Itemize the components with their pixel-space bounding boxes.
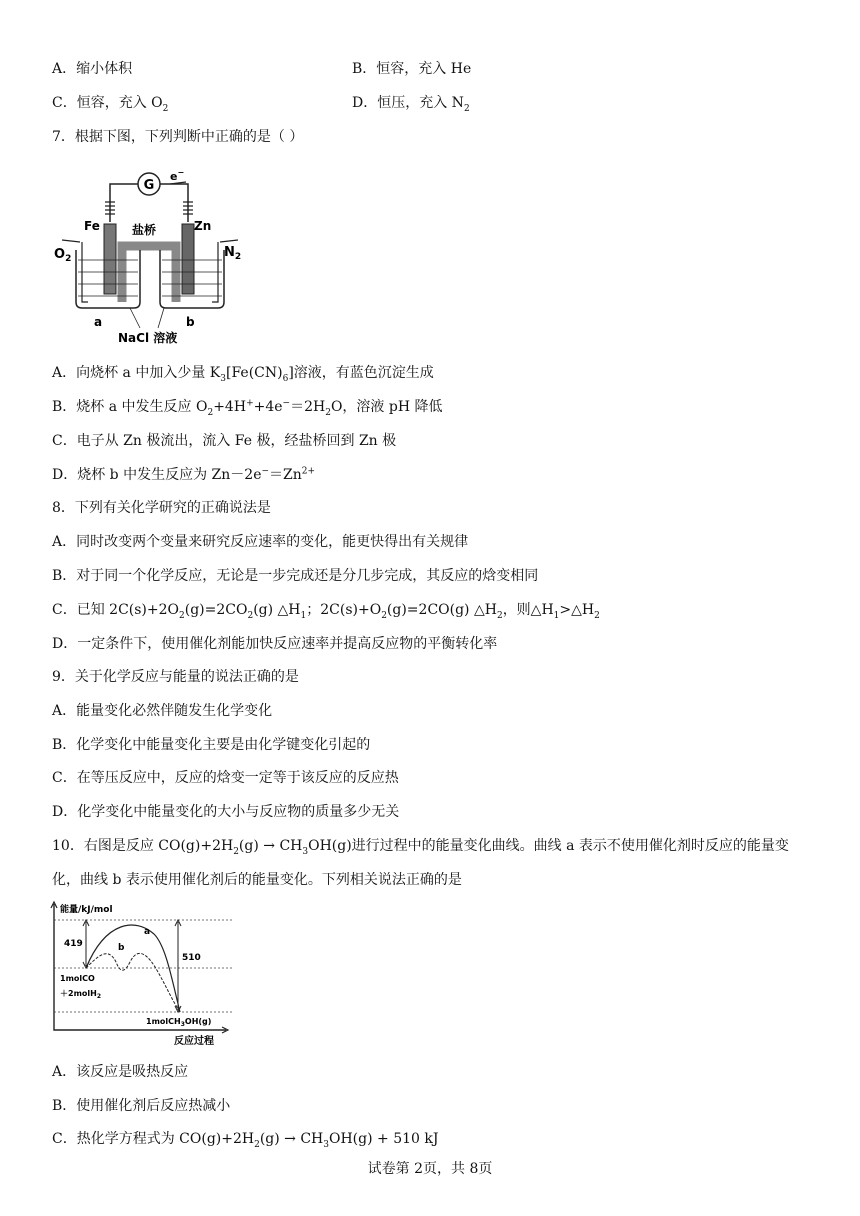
q7-option-a: A．向烧杯 a 中加入少量 $K_3[Fe(CN)_6]$溶液，有蓝色沉淀生成 — [52, 365, 434, 384]
beaker-a-label: a — [94, 315, 103, 329]
fe-electrode-label: Fe — [84, 219, 100, 233]
energy-axis-label: 能量/kJ/mol — [60, 905, 113, 915]
q7-option-b: B．烧杯 a 中发生反应 $O_2+4H^++4e^-=2H_2O$，溶液 pH 降低 — [52, 398, 443, 418]
q9-option-a: A．能量变化必然伴随发生化学变化 — [52, 703, 273, 719]
q8-option-b: B．对于同一个化学反应，无论是一步完成还是分几步完成，其反应的焓变相同 — [52, 568, 539, 584]
q6-option-b: B．恒容，充入 He — [352, 61, 472, 77]
q6-option-c: C．恒容，充入 $O_2$ — [52, 95, 169, 114]
nacl-solution-label: NaCl 溶液 — [118, 331, 178, 345]
q8-option-a: A．同时改变两个变量来研究反应速率的变化，能更快得出有关规律 — [52, 534, 469, 550]
q7-stem: 7．根据下图，下列判断中正确的是（ ） — [52, 129, 304, 145]
zn-electrode — [182, 224, 194, 294]
curve-b — [86, 953, 180, 1012]
q10-stem-line2: 化，曲线 b 表示使用催化剂后的能量变化。下列相关说法正确的是 — [52, 872, 462, 888]
reactant-label-2: ＋2molH$_2$ — [60, 989, 102, 1000]
q10-option-c: C．热化学方程式为 $CO(g)+2H_2(g) \to CH_3OH(g) + 510$ kJ — [52, 1131, 439, 1150]
q7-option-d: D．烧杯 b 中发生反应为 $Zn-2e^-=Zn^{2+}$ — [52, 466, 316, 483]
fe-electrode — [104, 224, 116, 294]
q8-option-c: C．已知 $2C(s)+2O_2(g)=2CO_2(g)$ $\triangle H_1$；$2C(s)+O_2(g)=2CO(g)$ $\triangle H_2$，则$\triangle H_1>\triangle H_2$ — [52, 602, 600, 621]
q8-stem: 8．下列有关化学研究的正确说法是 — [52, 500, 271, 516]
salt-bridge-label: 盐桥 — [132, 223, 157, 237]
curve-b-label: b — [118, 943, 125, 953]
q6-option-d: D．恒压，充入 $N_2$ — [352, 95, 470, 114]
reaction-coordinate-label: 反应过程 — [174, 1036, 214, 1047]
q8-option-d: D．一定条件下，使用催化剂能加快反应速率并提高反应物的平衡转化率 — [52, 636, 498, 652]
curve-a-label: a — [144, 927, 151, 937]
salt-bridge — [122, 246, 176, 302]
q10-energy-diagram — [46, 900, 236, 1048]
beaker-b-label: b — [186, 315, 195, 329]
q10-option-b: B．使用催化剂后反应热减小 — [52, 1098, 231, 1114]
q9-option-d: D．化学变化中能量变化的大小与反应物的质量多少无关 — [52, 804, 400, 820]
value-419: 419 — [64, 939, 83, 949]
reactant-label-1: 1molCO — [60, 974, 95, 983]
q9-stem: 9．关于化学反应与能量的说法正确的是 — [52, 669, 299, 685]
electron-label: e− — [170, 168, 185, 183]
q9-option-c: C．在等压反应中，反应的焓变一定等于该反应的反应热 — [52, 770, 399, 786]
zn-electrode-label: Zn — [194, 219, 212, 233]
q10-option-a: A．该反应是吸热反应 — [52, 1064, 189, 1080]
q7-option-c: C．电子从 Zn 极流出，流入 Fe 极，经盐桥回到 Zn 极 — [52, 433, 397, 449]
galvanometer-label: G — [143, 178, 155, 193]
q7-electrochem-figure — [52, 162, 252, 348]
page-footer: 试卷第 2页，共 8页 — [367, 1161, 493, 1177]
product-label: 1molCH$_3$OH(g) — [146, 1017, 212, 1028]
energy-axes — [54, 904, 226, 1030]
q6-option-a: A．缩小体积 — [52, 61, 133, 77]
o2-label: $O_2$ — [54, 247, 72, 264]
q10-stem-line1: 10．右图是反应 $CO(g)+2H_2(g) \to CH_3OH(g)$进行过程中的能量变化曲线。曲线 a 表示不使用催化剂时反应的能量变 — [52, 838, 789, 857]
q9-option-b: B．化学变化中能量变化主要是由化学键变化引起的 — [52, 737, 371, 753]
value-510: 510 — [182, 953, 201, 963]
n2-label: $N_2$ — [224, 245, 242, 262]
